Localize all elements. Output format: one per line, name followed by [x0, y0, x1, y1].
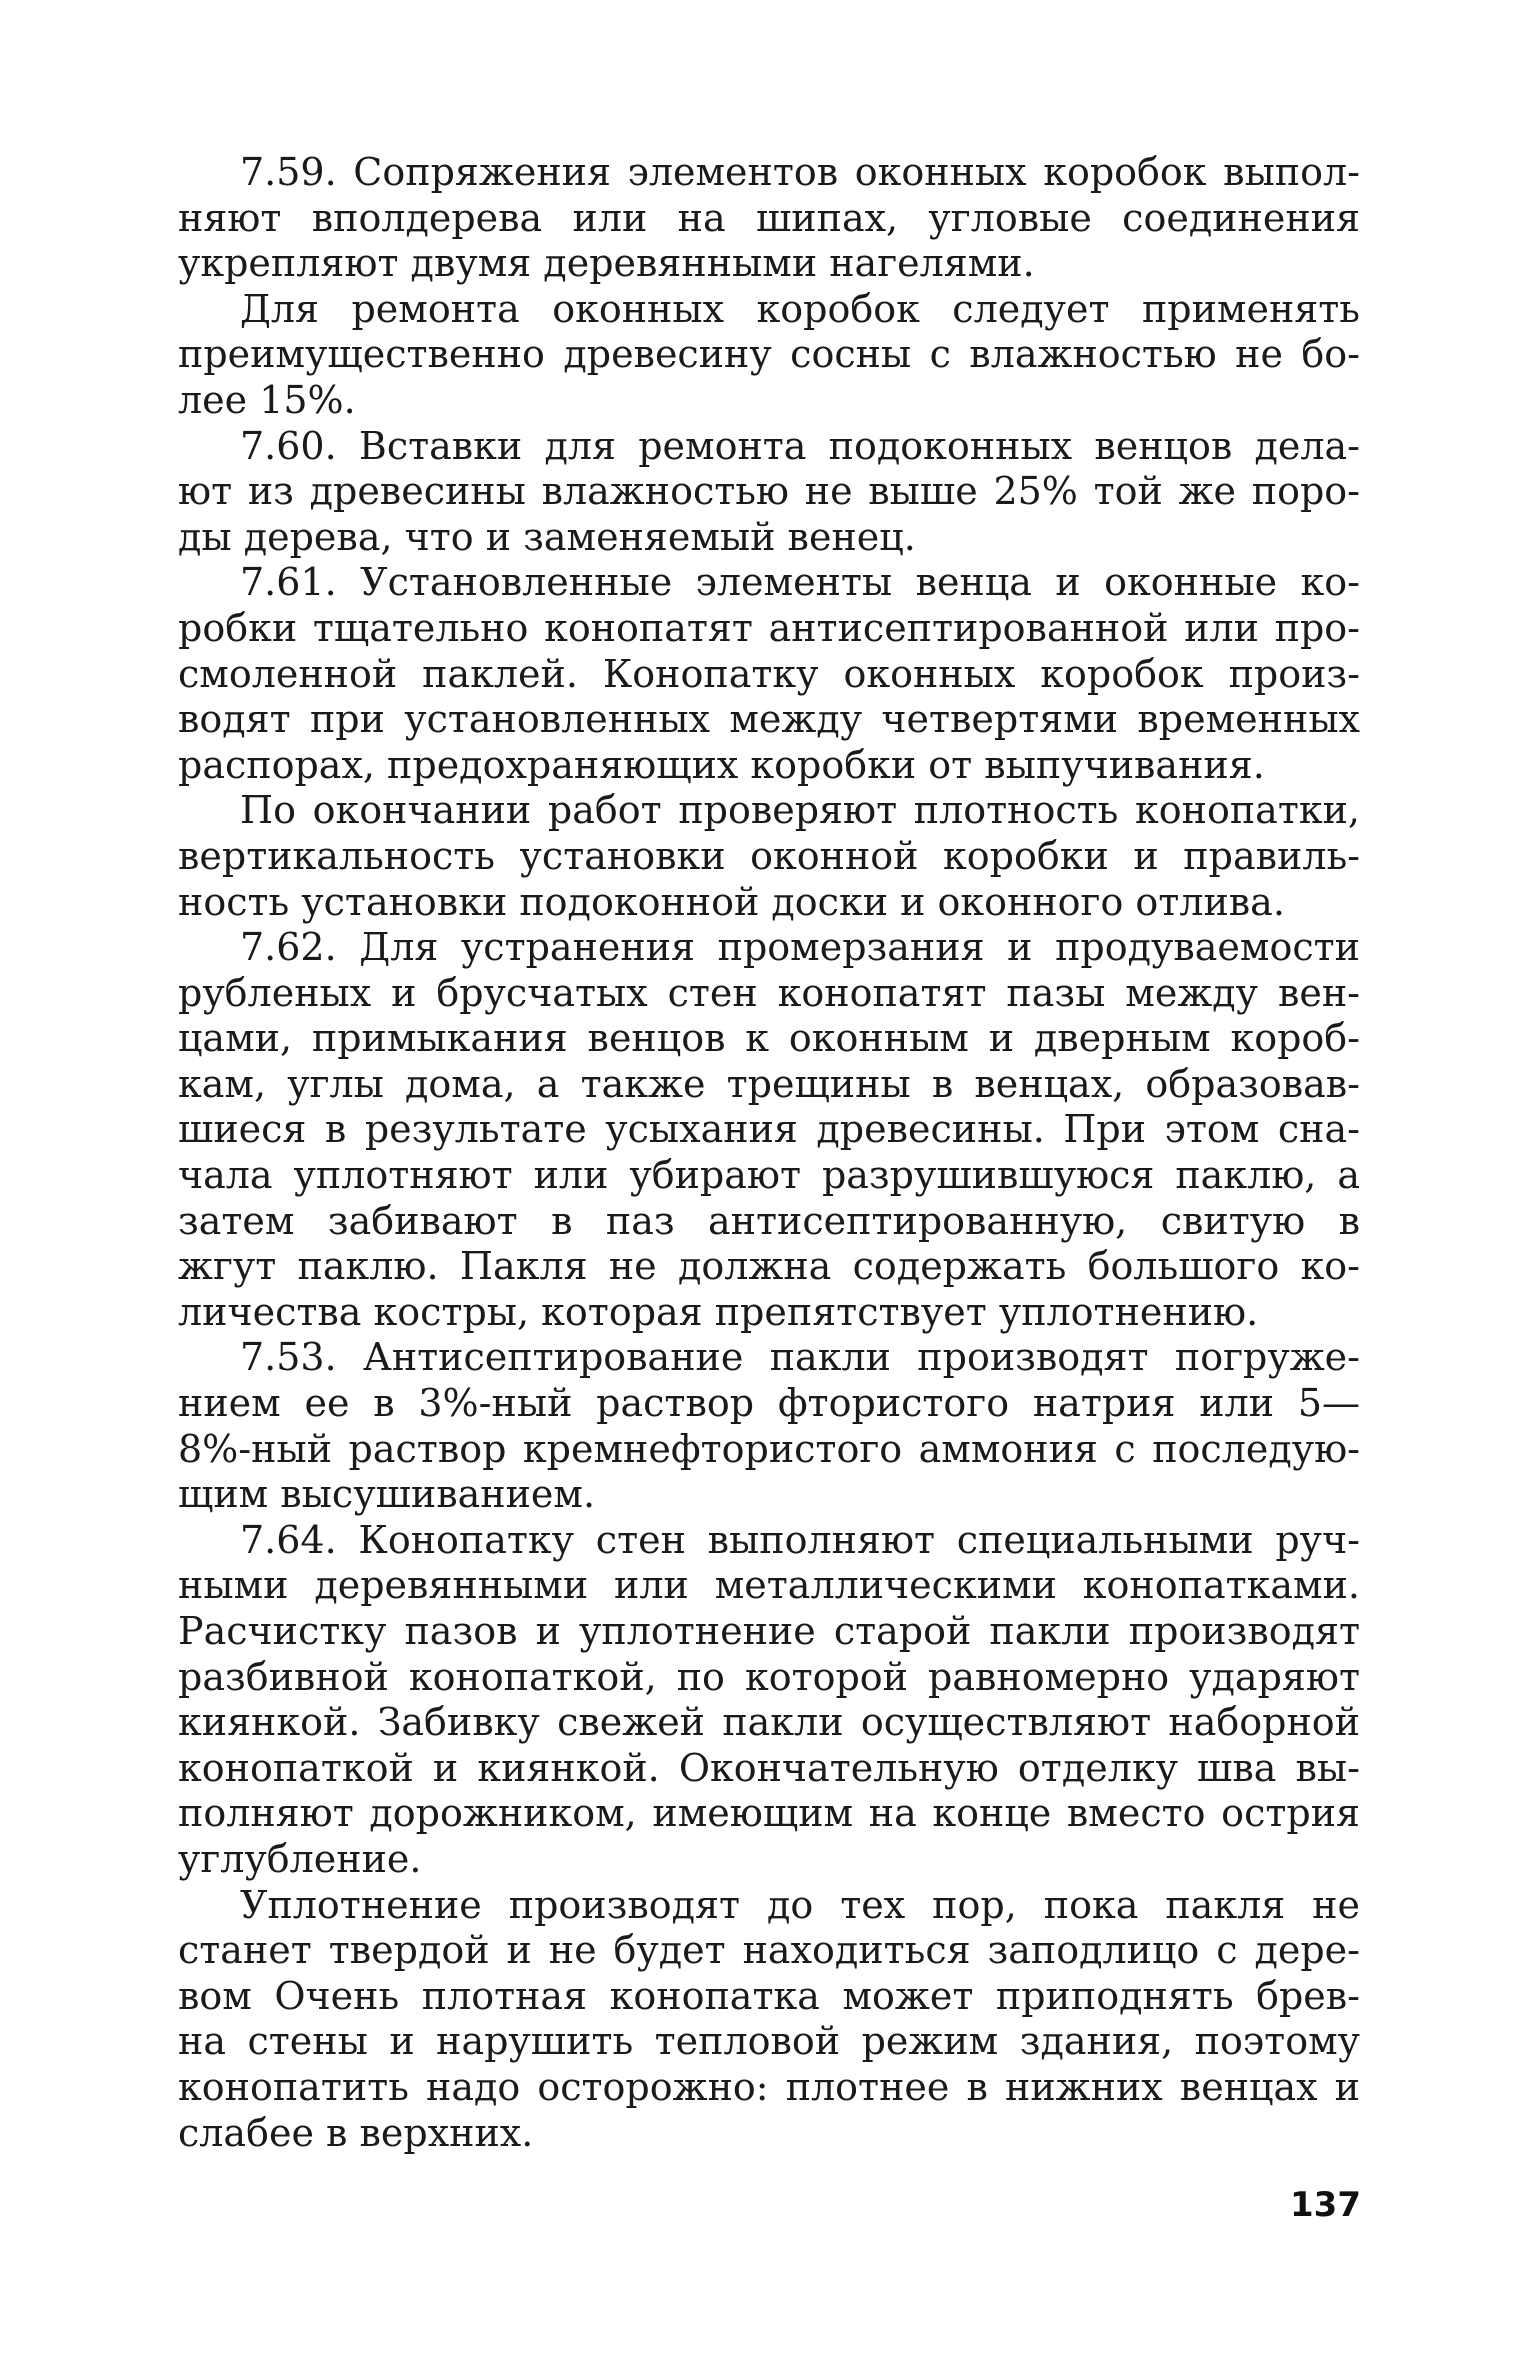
- page-number: 137: [1290, 2185, 1361, 2225]
- text-line: ными деревянными или металлическими конопатками.: [178, 1563, 1360, 1608]
- text-line: робки тщательно конопатят антисептированной или про-: [178, 605, 1360, 650]
- text-line: разбивной конопаткой, по которой равномерно ударяют: [178, 1654, 1360, 1699]
- text-line: киянкой. Забивку свежей пакли осуществляют наборной: [178, 1700, 1360, 1745]
- text-line: лее 15%.: [178, 377, 356, 422]
- text-line: Расчистку пазов и уплотнение старой пакли производят: [178, 1609, 1360, 1653]
- text-line: Уплотнение производят до тех пор, пока пакля не: [240, 1882, 1360, 1927]
- text-line: чала уплотняют или убирают разрушившуюся паклю, а: [178, 1153, 1360, 1198]
- text-line: распорах, предохраняющих коробки от выпучивания.: [178, 742, 1265, 787]
- text-line: кам, углы дома, а также трещины в венцах, образовав-: [178, 1061, 1360, 1106]
- text-line: преимущественно древесину сосны с влажностью не бо-: [178, 332, 1360, 377]
- text-line: станет твердой и не будет находиться заподлицо с дере-: [178, 1928, 1360, 1973]
- text-line: рубленых и брусчатых стен конопатят пазы между вен-: [178, 970, 1360, 1015]
- text-line: По окончании работ проверяют плотность конопатки,: [240, 788, 1360, 833]
- text-line: 7.60. Вставки для ремонта подоконных венцов дела-: [240, 423, 1360, 468]
- text-line: конопаткой и киянкой. Окончательную отделку шва вы-: [178, 1745, 1360, 1790]
- text-line: Для ремонта оконных коробок следует применять: [240, 286, 1360, 331]
- text-line: 8%-ный раствор кремнефтористого аммония с последую-: [178, 1426, 1360, 1471]
- text-line: жгут паклю. Пакля не должна содержать большого ко-: [178, 1244, 1360, 1289]
- text-line: 7.59. Сопряжения элементов оконных коробок выпол-: [240, 150, 1360, 194]
- text-line: конопатить надо осторожно: плотнее в нижних венцах и: [178, 2064, 1360, 2109]
- text-line: вом Очень плотная конопатка может приподнять брев-: [178, 1973, 1360, 2018]
- text-line: на стены и нарушить тепловой режим здания, поэтому: [178, 2019, 1360, 2064]
- text-line: цами, примыкания венцов к оконным и дверным короб-: [178, 1016, 1360, 1061]
- text-line: няют вполдерева или на шипах, угловые соединения: [178, 195, 1360, 240]
- text-line: 7.61. Установленные элементы венца и оконные ко-: [240, 560, 1360, 605]
- text-line: ность установки подоконной доски и оконного отлива.: [178, 879, 1285, 924]
- text-line: вертикальность установки оконной коробки и правиль-: [178, 833, 1360, 878]
- text-line: углубление.: [178, 1836, 422, 1881]
- text-line: полняют дорожником, имеющим на конце вместо острия: [178, 1791, 1360, 1836]
- text-line: шиеся в результате усыхания древесины. При этом сна-: [178, 1107, 1360, 1152]
- text-line: щим высушиванием.: [178, 1472, 596, 1517]
- text-line: укрепляют двумя деревянными нагелями.: [178, 241, 1035, 286]
- text-line: нием ее в 3%-ный раствор фтористого натрия или 5—: [178, 1381, 1360, 1426]
- text-line: ют из древесины влажностью не выше 25% той же поро-: [178, 469, 1360, 514]
- text-line: 7.53. Антисептирование пакли производят погруже-: [240, 1335, 1360, 1380]
- text-line: слабее в верхних.: [178, 2110, 534, 2155]
- text-line: ды дерева, что и заменяемый венец.: [178, 514, 916, 559]
- text-line: личества костры, которая препятствует уплотнению.: [178, 1289, 1259, 1334]
- text-line: 7.62. Для устранения промерзания и продуваемости: [240, 925, 1360, 970]
- text-line: водят при установленных между четвертями временных: [178, 697, 1360, 742]
- text-line: затем забивают в паз антисептированную, свитую в: [178, 1198, 1360, 1243]
- text-line: 7.64. Конопатку стен выполняют специальными руч-: [240, 1517, 1360, 1562]
- body-text: [178, 150, 1360, 2156]
- text-line: смоленной паклей. Конопатку оконных коробок произ-: [178, 651, 1360, 696]
